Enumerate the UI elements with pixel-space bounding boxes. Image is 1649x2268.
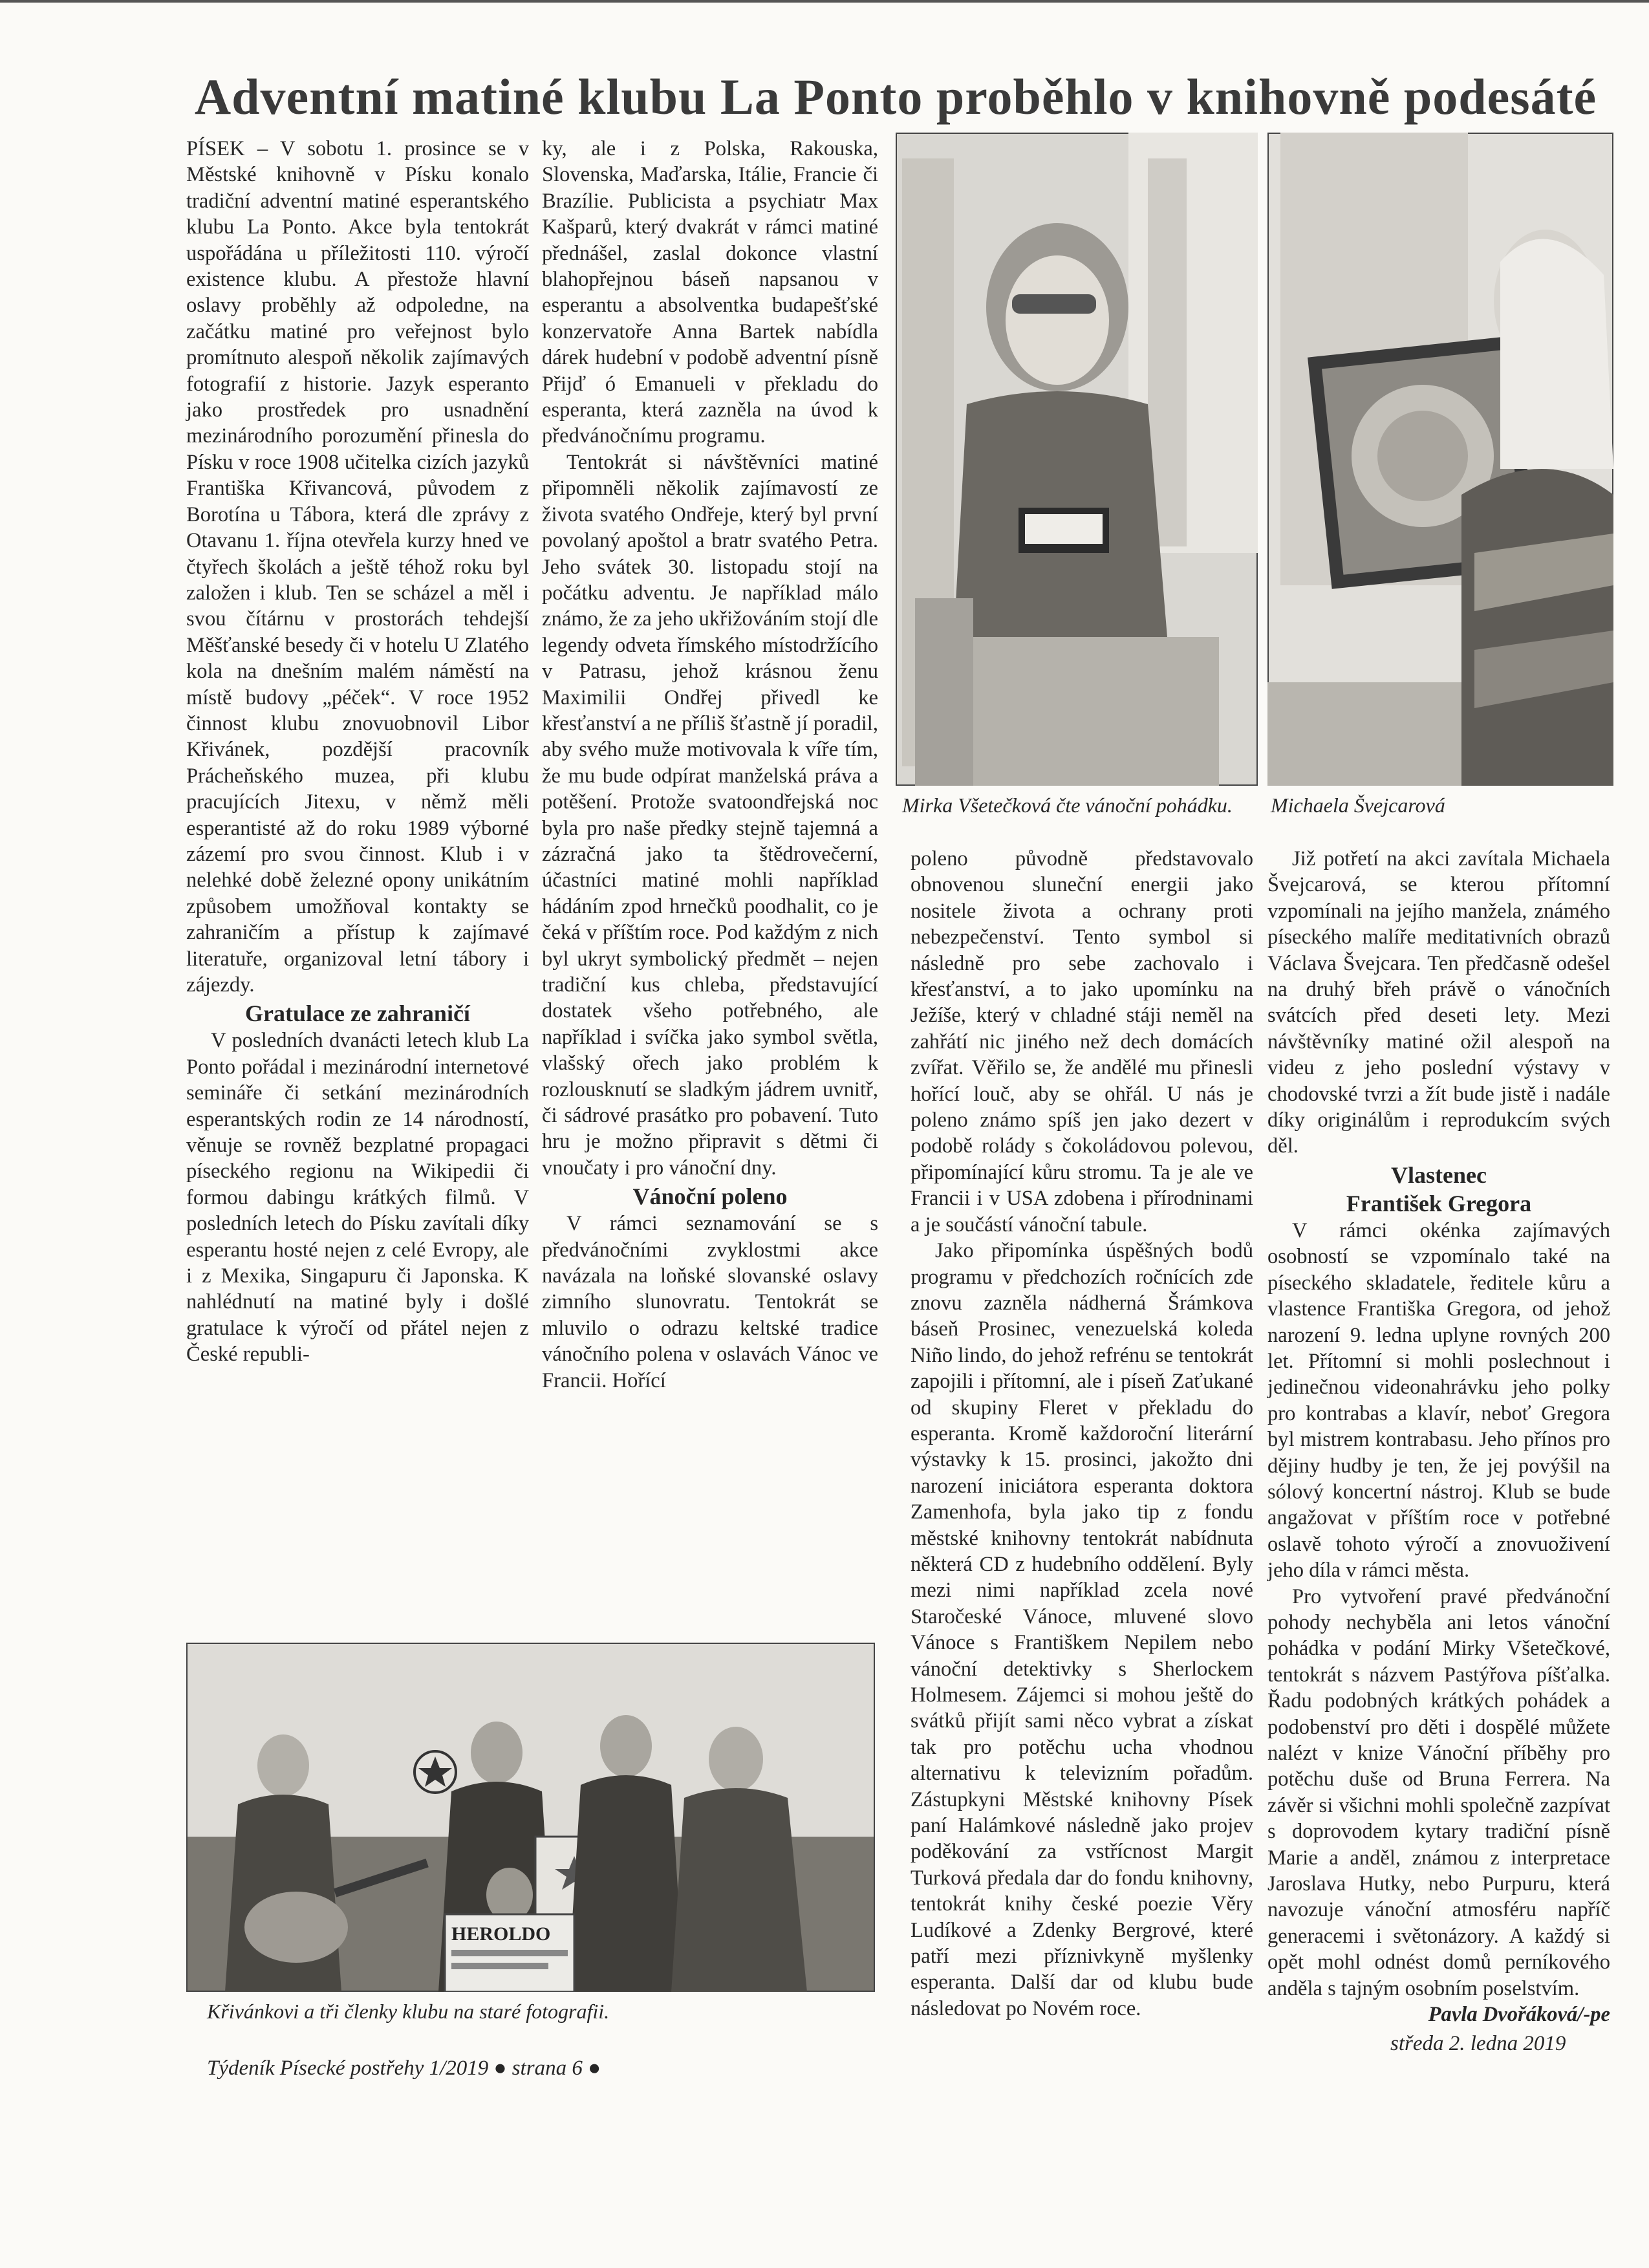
column-1 (186, 136, 529, 1368)
footer-date: středa 2. ledna 2019 (1390, 2032, 1566, 2055)
paragraph: Pro vytvoření pravé předvánoční pohody nechyběla ani letos vánoční pohádka v podání Mirky Všetečkové, tentokrát s názvem Pastýřova píšťalka. Řadu podobných krátkých pohádek a podobenství pro děti i dospělé můžete nalézt v knize Vánoční příběhy pro potěchu duše od Bruna Ferrera. Na závěr si všichni mohli společně zazpívat s doprovodem kytary tradiční písně Marie a anděl, známou z interpretace Jaroslava Hutky, nebo Purpuru, která navozuje vánoční atmosféru napříč generacemi i světonázory. A každý si opět mohl odnést domů perníkového anděla s tajným osobním poselstvím. (1267, 1584, 1610, 2000)
column-2 (542, 136, 878, 1394)
paragraph: Již potřetí na akci zavítala Michaela Švejcarová, se kterou přítomní vzpomínali na jejího manžela, známého píseckého malíře meditativních obrazů Václava Švejcara. Ten předčasně odešel na druhý břeh právě o vánočních svátcích před deseti lety. Mezi návštěvníky matiné ožil alespoň na videu z jeho poslední výstavy v chodovské tvrzi a žít bude jistě i nadále díky originálům i reprodukcím svých děl. (1267, 847, 1610, 1158)
paragraph: PÍSEK – V sobotu 1. prosince se v Městské knihovně v Písku konalo tradiční adventní matiné esperantského klubu La Ponto. Akce byla tentokrát uspořádána u příležitosti 110. výročí existence klubu. A přestože hlavní oslavy proběhly až odpoledne, na začátku matiné pro veřejnost bylo promítnuto alespoň několik zajímavých fotografií z historie. Jazyk esperanto jako prostředek pro usnadnění mezinárodního porozumění přinesla do Písku v roce 1908 učitelka cizích jazyků Františka Křivancová, původem z Borotína u Tábora, která dle zprávy z Otavanu 1. října otevřela kurzy hned ve čtyřech školách a ještě téhož roku byl založen i klub. Ten se scházel a měl i svou čítárnu v prostorách tehdejší Měšťanské besedy či v hotelu U Zlatého kola na dnešním malém náměstí na místě budovy „péček“. V roce 1952 činnost klubu znovuobnovil Libor Křivánek, pozdější pracovník Prácheňského muzea, při klubu pracujících Jitexu, v němž měli esperantisté až do roku 1989 výborné zázemí pro svou činnost. Klub i v nelehké době železné opony unikátním způsobem umožňoval kontakty se zahraničím a přístup k zajímavé literatuře, organizoval letní tábory i zájezdy. (186, 137, 529, 997)
photo-michaela (1267, 133, 1613, 786)
paragraph: V rámci okénka zajímavých osobností se vzpomínalo také na píseckého skladatele, ředitele kůru a vlastence Františka Gregora, od jehož narození 9. ledna uplyne rovných 200 let. Přítomní si mohli poslechnout i jedinečnou videonahrávku jeho polky pro kontrabas a klavír, neboť Gregora byl mistrem kontrabasu. Jeho přínos pro dějiny hudby je ten, že jej povýšil na sólový koncertní nástroj. Klub se bude angažovat v příštím roce v potřebné oslavě tohoto výročí a znovuoživení jeho díla v rámci města. (1267, 1218, 1610, 1582)
subhead-vlastenec: Vlastenec František Gregora (1346, 1161, 1532, 1216)
top-rule (0, 0, 1649, 3)
subhead-gratulace: Gratulace ze zahraničí (245, 1000, 470, 1027)
paragraph: Tentokrát si návštěvníci matiné připomněli několik zajímavostí ze života svatého Ondřeje, který byl první povolaný apoštol a bratr svatého Petra. Jeho svátek 30. listopadu stojí na počátku adventu. Je například málo známo, že za jeho ukřižováním stojí dle legendy odveta římského místodržícího v Patrasu, jehož krásnou ženu Maximilii Ondřej přivedl ke křesťanství a ne příliš šťastně jí poradil, aby svého muže motivovala k víře tím, že mu bude odpírat manželská práva a potěšení. Protože svatoondřejská noc byla pro naše předky stejně tajemná a zázračná jako ta štědrovečerní, účastníci matiné mohli například hádáním zpod hrnečků poodhalit, co je čeká v příštím roce. Pod každým z nich byl ukryt symbolický předmět – nejen tradiční kus chleba, představující dostatek všeho potřebného, ale například i svíčka jako symbol světla, vlašský ořech jako problém k rozlousknutí se sladkým jádrem uvnitř, či sádrové prasátko pro pobavení. Tuto hru je možno připravit s dětmi či vnoučaty i pro vánoční dny. (542, 450, 878, 1180)
footer-issue: Týdeník Písecké postřehy 1/2019 ● strana 6 ● (207, 2057, 601, 2080)
photo-mirka-reading (896, 133, 1258, 786)
column-3 (911, 846, 1253, 2022)
author-byline: Pavla Dvořáková/-pe (1428, 2003, 1610, 2027)
subhead-vanocni-poleno: Vánoční poleno (632, 1183, 788, 1210)
column-4 (1267, 846, 1610, 2027)
paragraph: Jako připomínka úspěšných bodů programu v předchozích ročnících zde znovu zazněla nádherná Šrámkova báseň Prosinec, venezuelská koleda Niño lindo, do jehož refrénu se tentokrát zapojili i přítomní, ale i píseň Zaťukané od skupiny Fleret v překladu do esperanta. Kromě každoroční literární výstavky k 15. prosinci, jakožto dni narození iniciátora esperanta doktora Zamenhofa, byla jako tip z fondu městské knihovny tentokrát nabídnuta některá CD z hudebního oddělení. Byly mezi nimi například zcela nové Staročeské Vánoce, mluvené slovo Vánoce s Františkem Nepilem nebo vánoční detektivky s Sherlockem Holmesem. Zájemci si mohou ještě do svátků přijít sami něco vybrat a získat tak pro potěchu ucha vhodnou alternativu k televizním pořadům. Zástupkyni Městské knihovny Písek paní Halámkové následně jako projev poděkování za vstřícnost Margit Turková předala dar do fondu knihovny, tentokrát knihy české poezie Věry Ludíkové a Zdenky Bergrové, které patří mezi příznivkyně myšlenky esperanta. Další dar od klubu bude následovat po Novém roce. (911, 1239, 1253, 2020)
caption-photo-1: Mirka Všetečková čte vánoční pohádku. (902, 794, 1233, 817)
paragraph: poleno původně představovalo obnovenou sluneční energii jako nositele života a ochrany proti nebezpečenství. Tento symbol si následně pro sebe zachovalo i křesťanství, a to jako upomínku na Ježíše, který v chladné stáji neměl na zahřátí nic jiného než dech domácích zvířat. Věřilo se, že andělé mu přinesli hořící louč, aby se ohřál. U nás je poleno známo spíš jen jako dezert v podobě rolády s čokoládovou polevou, připomínající kůru stromu. Ta je ale ve Francii i v USA zdobena i přírodninami a je součástí vánoční tabule. (911, 847, 1253, 1237)
paragraph: ky, ale i z Polska, Rakouska, Slovenska, Maďarska, Itálie, Francie či Brazílie. Publicista a psychiatr Max Kašparů, který dvakrát v rámci matiné přednášel, zaslal dokonce vlastní blahopřejnou báseň napsanou v esperantu a absolventka budapešťské konzervatoře Anna Bartek nabídla dárek hudební v podobě adventní písně Přijď ó Emanueli v překladu do esperanta, která zazněla na úvod k předvánočnímu programu. (542, 137, 878, 448)
photo-old-group (186, 1643, 875, 1992)
headline: Adventní matiné klubu La Ponto proběhlo v knihovně podesáté (194, 69, 1597, 125)
paragraph: V rámci seznamování se s předvánočními zvyklostmi akce navázala na loňské slovanské oslavy zimního slunovratu. Tentokrát se mluvilo o odrazu keltské tradice vánočního polena v oslavách Vánoc ve Francii. Hořící (542, 1212, 878, 1392)
caption-photo-3: Křivánkovi a tři členky klubu na staré fotografii. (207, 2000, 610, 2023)
caption-photo-2: Michaela Švejcarová (1271, 794, 1445, 817)
paragraph: V posledních dvanácti letech klub La Ponto pořádal i mezinárodní internetové semináře či setkání mezinárodních esperantských rodin ze 14 národností, věnuje se rovněž bezplatné propagaci píseckého regionu na Wikipedii či formou dabingu krátkých filmů. V posledních letech do Písku zavítali díky esperantu hosté nejen z celé Evropy, ale i z Mexika, Singapuru či Japonska. K nahlédnutí na matiné byly i došlé gratulace k výročí od přátel nejen z České republi- (186, 1029, 529, 1366)
newspaper-heroldo: HEROLDO (451, 1923, 551, 1945)
